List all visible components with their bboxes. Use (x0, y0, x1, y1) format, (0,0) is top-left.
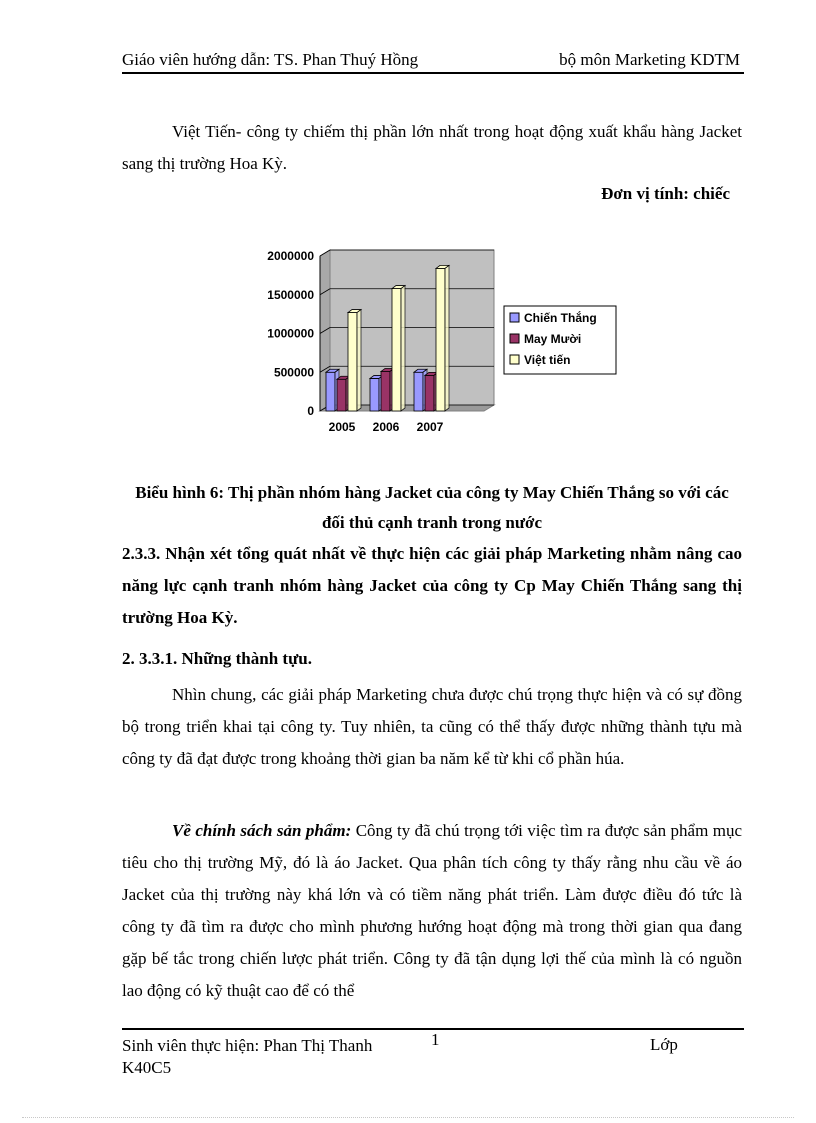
legend-swatch (510, 355, 519, 364)
product-policy-paragraph (122, 815, 742, 1007)
section-heading: 2.3.3. Nhận xét tổng quát nhất về thực hiện các giải pháp Marketing nhằm nâng cao năng lực cạnh tranh nhóm hàng Jacket của công ty Cp May Chiến Thắng sang thị trường Hoa Kỳ. (122, 544, 742, 627)
footer-student (122, 1035, 372, 1079)
y-tick-label: 500000 (273, 365, 314, 380)
legend-label: May Mười (524, 332, 582, 346)
y-tick-label: 0 (307, 404, 314, 418)
legend-swatch (510, 334, 519, 343)
bar-side (445, 265, 449, 411)
header-advisor: Giáo viên hướng dẫn: TS. Phan Thuý Hồng (122, 50, 419, 69)
achievements-paragraph: Nhìn chung, các giải pháp Marketing chưa được chú trọng thực hiện và có sự đồng bộ trong triển khai tại công ty. Tuy nhiên, ta cũng có thể thấy được những thành tựu mà công ty đã đạt được trong khoảng thời gian ba năm kể từ khi cổ phần húa. (122, 685, 742, 768)
legend-swatch (510, 313, 519, 322)
bar-may-mười-2007 (425, 375, 434, 411)
bar-may-mười-2005 (337, 379, 346, 411)
bar-side (357, 310, 361, 411)
footer-student-name: Sinh viên thực hiện: Phan Thị Thanh (122, 1036, 373, 1055)
market-share-chart (240, 240, 630, 440)
header-department: bộ môn Marketing KDTM (559, 50, 740, 69)
product-policy-lead: Về chính sách sản phẩm: (172, 821, 352, 840)
footer-class-label: Lớp (650, 1035, 678, 1054)
bar-chiến-thắng-2006 (370, 378, 379, 411)
header-rule (122, 72, 744, 74)
figure-caption: Biểu hình 6: Thị phần nhóm hàng Jacket của công ty May Chiến Thắng so với các đối thủ cạnh tranh trong nước (135, 483, 729, 532)
bar-việt-tiến-2007 (436, 268, 445, 411)
legend-label: Việt tiến (524, 353, 571, 367)
y-tick-label: 2000000 (267, 249, 314, 263)
x-tick-label: 2007 (416, 420, 444, 434)
x-tick-label: 2006 (372, 420, 400, 434)
page-bottom-divider (22, 1117, 794, 1118)
bar-chiến-thắng-2007 (414, 372, 423, 411)
product-policy-text: Công ty đã chú trọng tới việc tìm ra được sản phẩm mục tiêu cho thị trường Mỹ, đó là áo Jacket. Qua phân tích công ty thấy rằng nhu cầu về áo Jacket của thị trường này khá lớn và có tiềm năng phát triển. Làm được điều đó tức là công ty đã tìm ra được cho mình phương hướng hoạt động mà trong thời gian qua đang gặp bế tắc trong chiến lược phát triển. Công ty đã tận dụng lợi thế của mình là có nguồn lao động có kỹ thuật cao để có thể (122, 821, 742, 1000)
bar-chiến-thắng-2005 (326, 372, 335, 411)
bar-side (401, 286, 405, 411)
subsection-heading: 2. 3.3.1. Những thành tựu. (122, 649, 312, 668)
footer-student-class: K40C5 (122, 1058, 172, 1077)
bar-việt-tiến-2006 (392, 289, 401, 411)
y-tick-label: 1500000 (267, 287, 314, 302)
bar-may-mười-2006 (381, 371, 390, 411)
unit-label: Đơn vị tính: chiếc (601, 184, 730, 203)
bar-việt-tiến-2005 (348, 313, 357, 411)
page-number: 1 (431, 1030, 440, 1049)
x-tick-label: 2005 (328, 420, 356, 434)
intro-paragraph: Việt Tiến- công ty chiếm thị phần lớn nhất trong hoạt động xuất khẩu hàng Jacket sang thị trường Hoa Kỳ. (122, 122, 742, 173)
y-tick-label: 1000000 (267, 326, 314, 341)
legend-label: Chiến Thắng (524, 311, 597, 325)
